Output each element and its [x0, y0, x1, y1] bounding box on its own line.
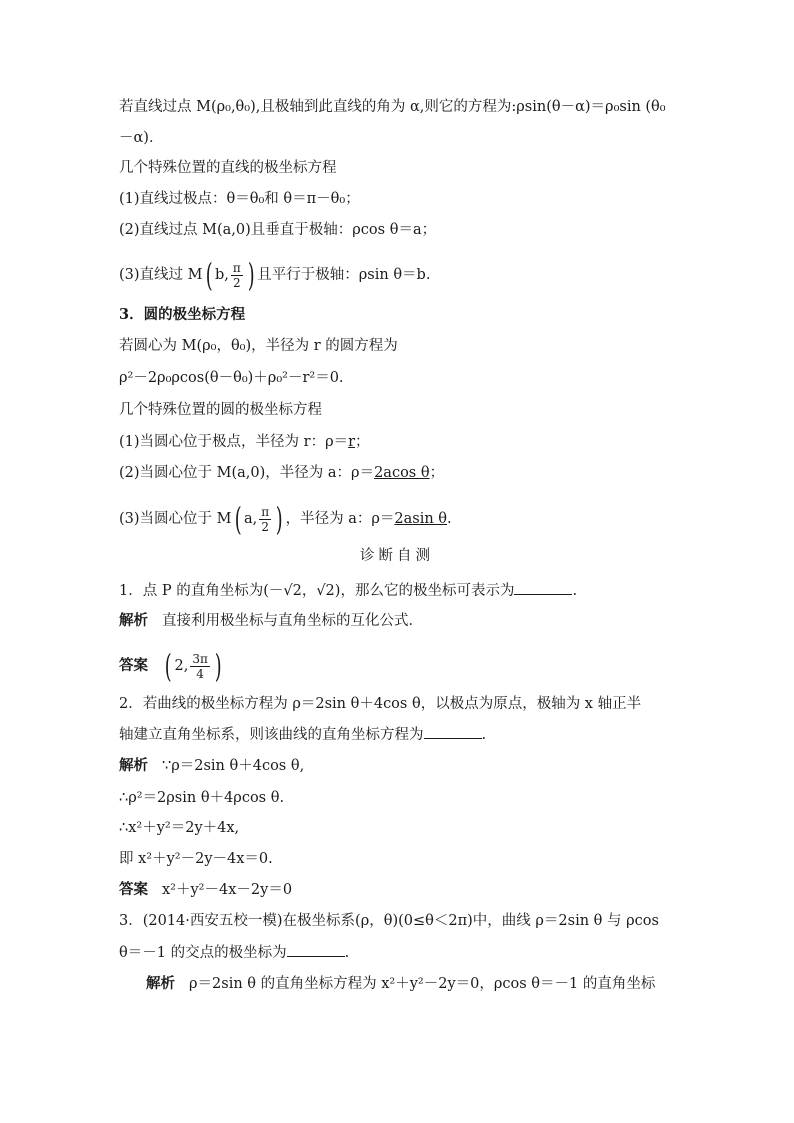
text-fragment: 2,	[174, 658, 189, 674]
analysis-text: ∵ρ＝2sin θ＋4cos θ,	[162, 758, 305, 774]
analysis-text: ρ＝2sin θ 的直角坐标方程为 x²＋y²－2y＝0，ρcos θ＝－1 的直角坐标	[189, 976, 656, 992]
text-fragment: .	[447, 511, 452, 527]
text-fragment: (1)当圆心位于极点，半径为 r：ρ＝	[119, 434, 349, 450]
text-fragment: ；	[355, 434, 370, 450]
section-circle-polar: 3．圆的极坐标方程	[119, 306, 246, 323]
text-fragment: 且平行于极轴：ρsin θ＝b.	[257, 267, 431, 283]
answer-blank	[514, 580, 572, 595]
answer-blank	[287, 942, 345, 957]
q1-answer: 答案 ( 2, $\frac{3\pi}{4}$ )	[119, 647, 222, 685]
fraction-numerator: 3π	[192, 651, 208, 666]
q2-analysis	[119, 756, 684, 776]
answer-underlined: 2asin θ	[394, 511, 448, 527]
text-fragment: b,	[214, 267, 229, 283]
item-circle-on-axis	[119, 463, 684, 483]
item-line-parallel: (3)直线过 M( b, $\frac{\pi}{2}$ ) 且平行于极轴：ρsin θ＝b.	[119, 256, 431, 294]
text-fragment: .	[572, 583, 578, 599]
fraction-numerator: π	[232, 260, 241, 275]
question-3-cont	[119, 942, 684, 963]
text-fragment: ；	[429, 465, 445, 481]
equation-circle-general: ρ²－2ρ₀ρcos(θ－θ₀)＋ρ₀²－r²＝0.	[119, 370, 344, 386]
fraction	[190, 652, 210, 681]
text-fragment: (3)直线过 M	[119, 267, 203, 283]
analysis-label: 解析	[119, 757, 148, 774]
line-polar-line-general: 若直线过点 M(ρ₀,θ₀),且极轴到此直线的角为 α,则它的方程为:ρsin(θ－α)＝ρ₀sin (θ₀	[119, 99, 666, 115]
q1-analysis	[119, 611, 684, 631]
question-text: 1．点 P 的直角坐标为(－√2，√2)，那么它的极坐标可表示为	[119, 583, 515, 599]
line-polar-line-general-cont: －α)．	[119, 130, 164, 146]
fraction	[231, 261, 243, 290]
fraction-denominator: 4	[196, 666, 204, 681]
question-text: θ＝－1 的交点的极坐标为	[119, 945, 287, 961]
text-fragment: ，半径为 a：ρ＝	[285, 511, 395, 527]
answer-blank	[424, 724, 482, 739]
text-fragment: (3)当圆心位于 M	[119, 511, 232, 527]
fraction-numerator: π	[261, 504, 270, 519]
q2-step-3: 即 x²＋y²－2y－4x＝0.	[119, 851, 273, 867]
heading-special-lines: 几个特殊位置的直线的极坐标方程	[119, 160, 337, 176]
item-line-perpendicular: (2)直线过点 M(a,0)且垂直于极轴：ρcos θ＝a；	[119, 222, 437, 238]
q2-step-1: ∴ρ²＝2ρsin θ＋4ρcos θ.	[119, 790, 285, 806]
item-circle-at-pole	[119, 432, 684, 452]
fraction-denominator: 2	[233, 275, 241, 290]
answer-underlined: 2acos θ	[374, 465, 430, 481]
section-title: 诊断自测	[360, 548, 434, 564]
question-1	[119, 580, 684, 601]
fraction-denominator: 2	[261, 519, 270, 534]
item-line-through-pole: (1)直线过极点：θ＝θ₀和 θ＝π－θ₀；	[119, 191, 360, 207]
heading-special-circles: 几个特殊位置的圆的极坐标方程	[119, 402, 322, 418]
answer-text: x²＋y²－4x－2y＝0	[162, 882, 293, 898]
analysis-label: 解析	[146, 975, 175, 992]
q2-step-2: ∴x²＋y²＝2y＋4x,	[119, 820, 240, 836]
q3-analysis	[146, 974, 684, 994]
fraction	[259, 505, 271, 534]
answer-label: 答案	[119, 657, 148, 674]
question-text: 轴建立直角坐标系，则该曲线的直角坐标方程为	[119, 727, 424, 743]
question-2-cont	[119, 724, 684, 745]
text-fragment: .	[344, 945, 350, 961]
question-2: 2．若曲线的极坐标方程为 ρ＝2sin θ＋4cos θ，以极点为原点，极轴为 x 轴正半	[119, 696, 642, 712]
analysis-text: 直接利用极坐标与直角坐标的互化公式．	[162, 613, 423, 629]
text-fragment: (2)当圆心位于 M(a,0)，半径为 a：ρ＝	[119, 465, 375, 481]
line-circle-general: 若圆心为 M(ρ₀，θ₀)，半径为 r 的圆方程为	[119, 338, 398, 354]
answer-label: 答案	[119, 881, 148, 898]
text-fragment: a,	[243, 511, 258, 527]
question-3: 3．(2014·西安五校一模)在极坐标系(ρ，θ)(0≤θ＜2π)中，曲线 ρ＝2sin θ 与 ρcos	[119, 913, 659, 929]
answer-underlined: r	[348, 434, 356, 450]
analysis-label: 解析	[119, 612, 148, 629]
text-fragment: .	[481, 727, 487, 743]
q2-answer	[119, 880, 684, 900]
item-circle-vertical: (3)当圆心位于 M( a, $\frac{\pi}{2}$ ) ，半径为 a：ρ＝2asin θ.	[119, 500, 452, 538]
